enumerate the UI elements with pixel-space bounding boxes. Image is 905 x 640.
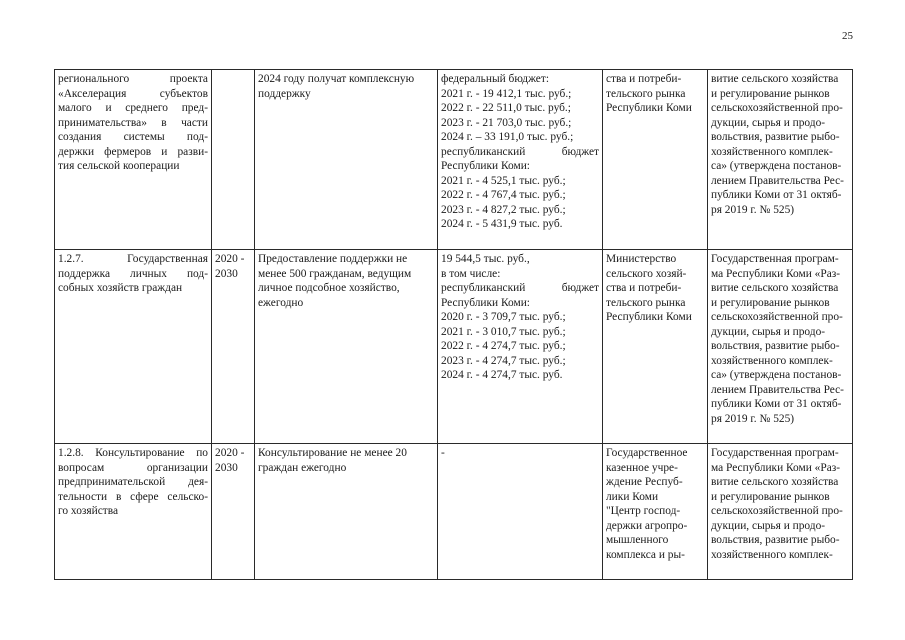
measure-cell: [55, 70, 212, 250]
cell-text-line: са» (утверждена постанов-: [711, 160, 842, 172]
cell-text-line: республиканский бюджет: [441, 282, 599, 294]
cell-text-line: 2022 г. - 4 274,7 тыс. руб.;: [441, 340, 566, 352]
cell-text-line: держки фермеров и разви-: [58, 145, 208, 158]
cell-text-line: 2021 г. - 3 010,7 тыс. руб.;: [441, 325, 566, 338]
cell-text-line: 2023 г. - 4 827,2 тыс. руб.;: [441, 203, 566, 216]
cell-text-line: 2024 г. - 4 274,7 тыс. руб.: [441, 369, 563, 381]
cell-text-line: 1.2.7. Государственная: [58, 253, 208, 265]
cell-text-line: и регулирование рынков: [711, 296, 830, 309]
cell-text-line: дукции, сырья и продо-: [711, 325, 826, 338]
cell-text-line: предпринимательской дея-: [58, 476, 208, 488]
cell-text-line: принимательства» в части: [58, 116, 208, 129]
cell-text-line: лики Коми: [606, 490, 659, 503]
cell-text-line: вольствия, развитие рыбо-: [711, 131, 840, 143]
cell-text-line: ежегодно: [258, 296, 304, 309]
cell-text-line: тельского рынка: [606, 296, 686, 309]
cell-text-line: Предоставление поддержки не: [258, 253, 408, 265]
cell-text-line: менее 500 гражданам, ведущим: [258, 267, 412, 280]
cell-text-line: поддержка личных под-: [58, 267, 208, 280]
cell-text-line: держки агропро-: [606, 519, 688, 532]
cell-text-line: казенное учре-: [606, 461, 678, 474]
cell-text-line: мышленного: [606, 534, 669, 546]
cell-text-line: тия сельской кооперации: [58, 160, 180, 172]
cell-text-line: вольствия, развитие рыбо-: [711, 534, 840, 546]
cell-text-line: 2020 г. - 3 709,7 тыс. руб.;: [441, 311, 566, 323]
cell-text-line: 2020 -: [215, 447, 245, 459]
cell-text-line: дукции, сырья и продо-: [711, 519, 826, 532]
cell-text-line: хозяйственного комплек-: [711, 145, 833, 158]
cell-text-line: тельности в сфере сельско-: [58, 490, 208, 503]
cell-text-line: са» (утверждена постанов-: [711, 369, 842, 381]
cell-text-line: Республики Коми:: [441, 160, 530, 172]
cell-text-line: витие сельского хозяйства: [711, 73, 839, 85]
result-cell: [255, 250, 438, 444]
cell-text-line: республиканский бюджет: [441, 145, 599, 158]
measure-cell: [55, 444, 212, 580]
cell-text-line: 1.2.8. Консультирование по: [58, 447, 208, 459]
page-number: 25: [842, 30, 853, 42]
cell-text-line: 2021 г. - 19 412,1 тыс. руб.;: [441, 87, 572, 100]
cell-text-line: 2022 г. - 22 511,0 тыс. руб.;: [441, 102, 571, 114]
cell-text-line: в том числе:: [441, 267, 501, 280]
cell-text-line: 2024 г. – 33 191,0 тыс. руб.;: [441, 131, 574, 143]
cell-text-line: "Центр господ-: [606, 505, 681, 517]
cell-text-line: Государственная програм-: [711, 447, 839, 459]
period-cell: [212, 444, 255, 580]
cell-text-line: Республики Коми: [606, 311, 692, 323]
measure-cell: [55, 250, 212, 444]
cell-text-line: 2020 -: [215, 253, 245, 265]
funding-cell: [438, 250, 603, 444]
cell-text-line: тельского рынка: [606, 87, 686, 100]
cell-text-line: и регулирование рынков: [711, 87, 830, 100]
cell-text-line: ма Республики Коми «Раз-: [711, 461, 841, 474]
cell-text-line: федеральный бюджет:: [441, 73, 549, 85]
funding-cell: [438, 444, 603, 580]
table-row: [55, 444, 853, 580]
result-cell: [255, 70, 438, 250]
cell-text-line: Министерство: [606, 253, 677, 265]
cell-text-line: 19 544,5 тыс. руб.,: [441, 253, 530, 265]
cell-text-line: лением Правительства Рес-: [711, 174, 844, 187]
cell-text-line: 2024 г. - 5 431,9 тыс. руб.: [441, 218, 563, 230]
cell-text-line: собных хозяйств граждан: [58, 282, 183, 294]
cell-text-line: Консультирование не менее 20: [258, 447, 407, 459]
cell-text-line: Республики Коми: [606, 102, 692, 114]
cell-text-line: ря 2019 г. № 525): [711, 412, 795, 425]
result-cell: [255, 444, 438, 580]
cell-text-line: 2022 г. - 4 767,4 тыс. руб.;: [441, 189, 566, 201]
table-row: [55, 250, 853, 444]
cell-text-line: хозяйственного комплек-: [711, 354, 833, 367]
cell-text-line: 2030: [215, 461, 238, 474]
cell-text-line: сельскохозяйственной про-: [711, 311, 843, 323]
cell-text-line: лением Правительства Рес-: [711, 383, 844, 396]
executor-cell: [603, 250, 708, 444]
program-cell: [708, 70, 853, 250]
cell-text-line: дукции, сырья и продо-: [711, 116, 826, 129]
cell-text-line: «Акселерация субъектов: [58, 87, 208, 100]
cell-text-line: малого и среднего пред-: [58, 102, 208, 114]
cell-text-line: ства и потреби-: [606, 73, 682, 85]
cell-text-line: ря 2019 г. № 525): [711, 203, 795, 216]
cell-text-line: Республики Коми:: [441, 296, 530, 309]
program-table: [54, 69, 853, 580]
cell-text-line: витие сельского хозяйства: [711, 476, 839, 488]
cell-text-line: ства и потреби-: [606, 282, 682, 294]
funding-cell: [438, 70, 603, 250]
executor-cell: [603, 70, 708, 250]
cell-text-line: публики Коми от 31 октяб-: [711, 189, 842, 201]
period-cell: [212, 70, 255, 250]
cell-text-line: -: [441, 447, 445, 459]
cell-text-line: создания системы под-: [58, 131, 208, 143]
cell-text-line: Государственная програм-: [711, 253, 839, 265]
cell-text-line: публики Коми от 31 октяб-: [711, 398, 842, 410]
cell-text-line: ма Республики Коми «Раз-: [711, 267, 841, 280]
cell-text-line: сельскохозяйственной про-: [711, 102, 843, 114]
period-cell: [212, 250, 255, 444]
table-row: [55, 70, 853, 250]
cell-text-line: 2024 году получат комплексную: [258, 73, 415, 85]
program-cell: [708, 250, 853, 444]
cell-text-line: ждение Респуб-: [606, 476, 683, 488]
cell-text-line: регионального проекта: [58, 73, 208, 85]
cell-text-line: 2021 г. - 4 525,1 тыс. руб.;: [441, 174, 566, 187]
cell-text-line: сельского хозяй-: [606, 267, 687, 280]
cell-text-line: граждан ежегодно: [258, 461, 347, 474]
cell-text-line: вопросам организации: [58, 461, 208, 474]
cell-text-line: 2023 г. - 21 703,0 тыс. руб.;: [441, 116, 572, 129]
cell-text-line: вольствия, развитие рыбо-: [711, 340, 840, 352]
cell-text-line: го хозяйства: [58, 505, 119, 517]
cell-text-line: хозяйственного комплек-: [711, 548, 833, 561]
cell-text-line: поддержку: [258, 87, 311, 100]
executor-cell: [603, 444, 708, 580]
cell-text-line: личное подсобное хозяйство,: [258, 282, 400, 294]
program-cell: [708, 444, 853, 580]
cell-text-line: 2030: [215, 267, 238, 280]
cell-text-line: Государственное: [606, 447, 688, 459]
cell-text-line: 2023 г. - 4 274,7 тыс. руб.;: [441, 354, 566, 367]
cell-text-line: сельскохозяйственной про-: [711, 505, 843, 517]
cell-text-line: комплекса и ры-: [606, 548, 685, 561]
cell-text-line: и регулирование рынков: [711, 490, 830, 503]
cell-text-line: витие сельского хозяйства: [711, 282, 839, 294]
